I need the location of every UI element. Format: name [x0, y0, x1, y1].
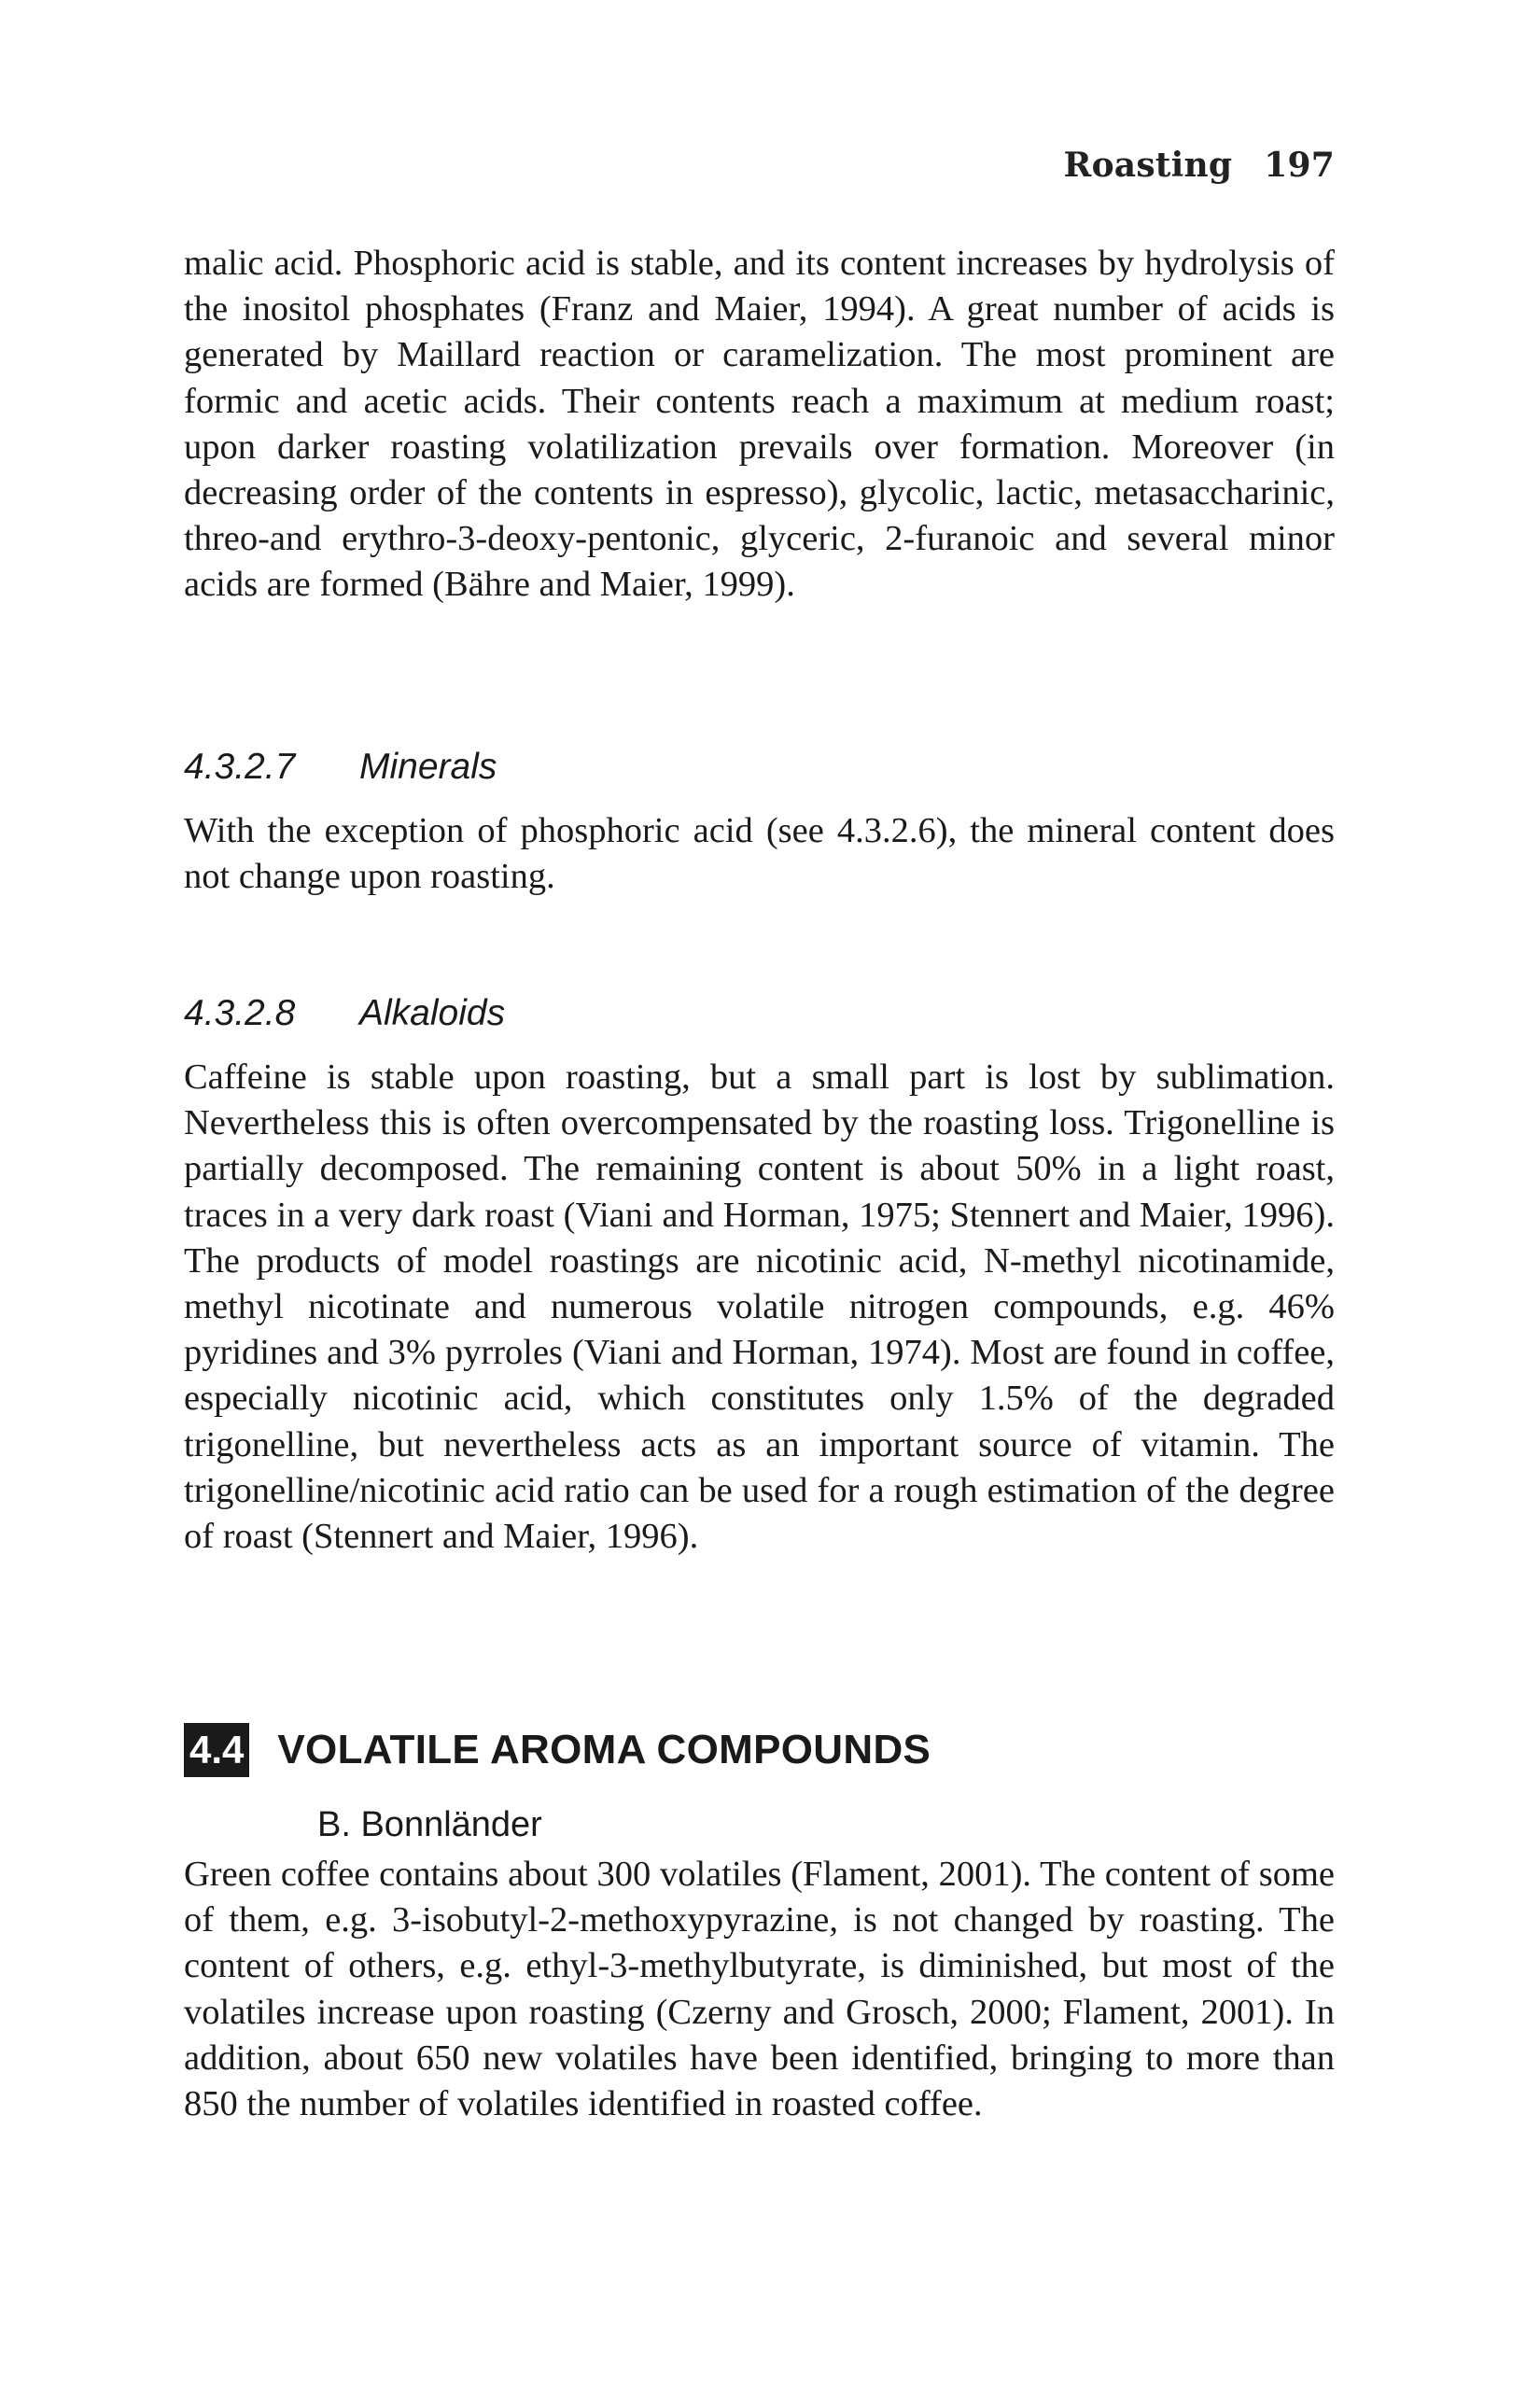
paragraph-text: malic acid. Phosphoric acid is stable, and its content increases by hydrolysis of the inositol phosphates (Franz and Maier, 1994). A great number of acids is generated by Maillard reaction or caramelization. The most prominent are formic and acetic acids. Their contents reach a maximum at medium roast; upon darker roasting volatilization prevails over formation. Moreover (in decreasing order of the contents in espresso), glycolic, lactic, metasaccharinic, threo-and erythro-3-deoxy-pentonic, glyceric, 2-furanoic and several minor acids are formed (Bähre and Maier, 1999). [184, 244, 1335, 605]
page-number: 197 [1264, 146, 1335, 185]
paragraph-minerals [184, 808, 1335, 900]
subsection-title: Alkaloids [359, 993, 506, 1033]
subsection-heading-minerals [184, 747, 497, 788]
running-head [1063, 146, 1335, 185]
subsection-title: Minerals [359, 747, 497, 787]
paragraph-alkaloids [184, 1055, 1335, 1560]
section-heading [184, 1724, 931, 1776]
paragraph-text: With the exception of phosphoric acid (see 4.3.2.6), the mineral content does not change upon roasting. [184, 811, 1335, 897]
section-title: VOLATILE AROMA COMPOUNDS [277, 1727, 931, 1772]
subsection-number: 4.3.2.7 [184, 747, 296, 787]
subsection-heading-alkaloids [184, 993, 505, 1034]
running-head-title: Roasting [1063, 146, 1233, 185]
paragraph-text: Green coffee contains about 300 volatiles (Flament, 2001). The content of some of them, e.g. 3-isobutyl-2-methoxypyrazine, is not changed by roasting. The content of others, e.g. ethyl-3-methylbutyrate, is diminished, but most of the volatiles increase upon roasting (Czerny and Grosch, 2000; Flament, 2001). In addition, about 650 new volatiles have been identified, bringing to more than 850 the number of volatiles identified in roasted coffee. [184, 1855, 1335, 2124]
section-author: B. Bonnländer [317, 1805, 542, 1844]
section-number-badge: 4.4 [184, 1723, 249, 1777]
paragraph-organic-acids [184, 241, 1335, 609]
paragraph-text: Caffeine is stable upon roasting, but a small part is lost by sublimation. Nevertheless this is often overcompensated by the roasting loss. Trigonelline is partially decomposed. The remaining content is about 50% in a light roast, traces in a very dark roast (Viani and Horman, 1975; Stennert and Maier, 1996). The products of model roastings are nicotinic acid, N-methyl nicotinamide, methyl nicotinate and numerous volatile nitrogen compounds, e.g. 46% pyridines and 3% pyrroles (Viani and Horman, 1974). Most are found in coffee, especially nicotinic acid, which constitutes only 1.5% of the degraded trigonelline, but nevertheless acts as an important source of vitamin. The trigonelline/nicotinic acid ratio can be used for a rough estimation of the degree of roast (Stennert and Maier, 1996). [184, 1057, 1335, 1557]
paragraph-volatiles [184, 1852, 1335, 2127]
subsection-number: 4.3.2.8 [184, 993, 296, 1033]
